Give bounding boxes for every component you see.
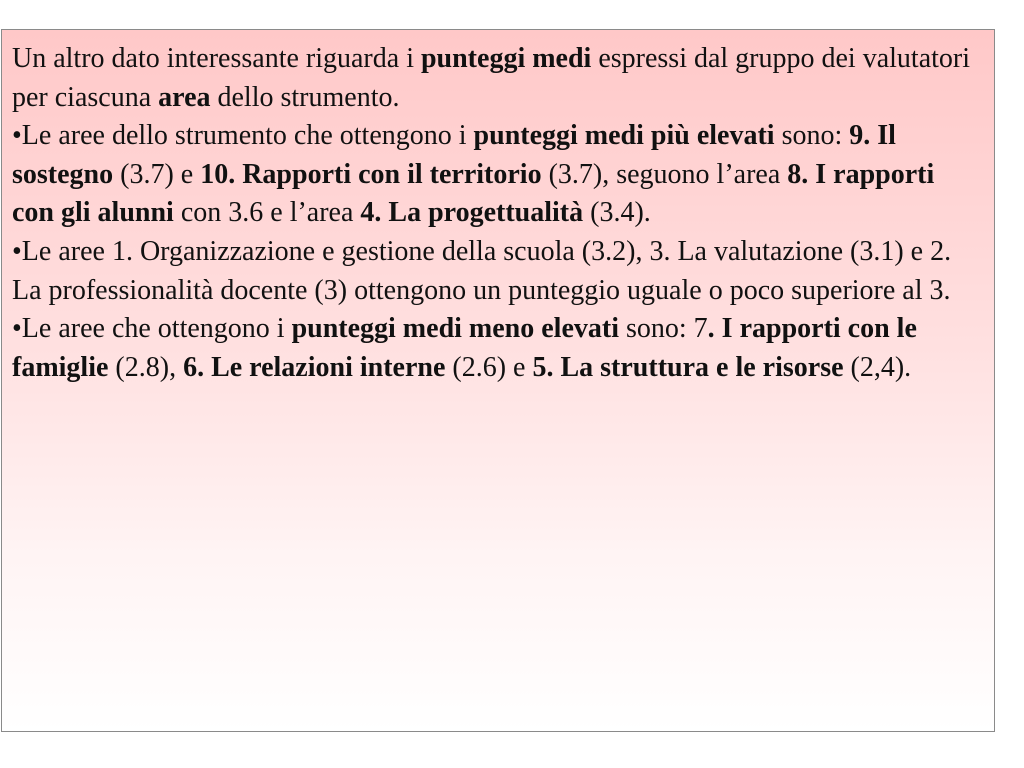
text-segment: •Le aree dello strumento che ottengono i	[12, 120, 474, 152]
text-segment: (2.8),	[108, 351, 184, 383]
bold-text-segment: 10. Rapporti con il territorio	[200, 158, 542, 190]
bold-text-segment: 8. I rapporti con gli alunni	[12, 158, 935, 229]
text-segment: (3.7) e	[113, 158, 201, 190]
text-box	[1, 29, 995, 732]
text-segment: •Le aree 1. Organizzazione e gestione della scuola (3.2), 3. La valutazione (3.1) e 2. La professionalità docente (3) ottengono un punteggio uguale o poco superiore al 3.	[12, 235, 952, 306]
text-segment: •Le aree che ottengono i	[12, 313, 292, 345]
bold-text-segment: 9. Il sostegno	[12, 120, 896, 190]
text-segment: sono: 7	[618, 313, 708, 345]
text-segment: (2.6) e	[445, 351, 533, 383]
bold-text-segment: 4. La progettualità	[360, 197, 584, 229]
paragraph-highest-scores	[12, 117, 980, 233]
bold-text-segment: 5. La struttura e le risorse	[532, 351, 844, 383]
text-segment: Un altro dato interessante riguarda i	[12, 43, 421, 74]
text-segment: (3.7), seguono l’area	[541, 158, 788, 190]
text-segment: (3.4).	[583, 197, 651, 229]
text-segment: espressi dal gruppo dei valutatori per ciascuna	[12, 43, 971, 113]
bold-text-segment: . I rapporti con le famiglie	[12, 313, 917, 383]
text-segment: con 3.6 e l’area	[173, 197, 361, 229]
bold-text-segment: 6. Le relazioni interne	[183, 351, 446, 383]
bold-text-segment: area	[158, 81, 211, 113]
paragraph-intro	[12, 40, 980, 117]
text-segment: (2,4).	[843, 351, 912, 383]
bold-text-segment: punteggi medi più elevati	[473, 120, 775, 152]
paragraph-middle-scores	[12, 233, 980, 310]
bold-text-segment: punteggi medi	[420, 43, 592, 74]
text-segment: dello strumento.	[210, 81, 400, 113]
text-segment: sono:	[774, 120, 850, 152]
paragraph-lowest-scores	[12, 310, 980, 387]
bold-text-segment: punteggi medi meno elevati	[291, 313, 619, 345]
